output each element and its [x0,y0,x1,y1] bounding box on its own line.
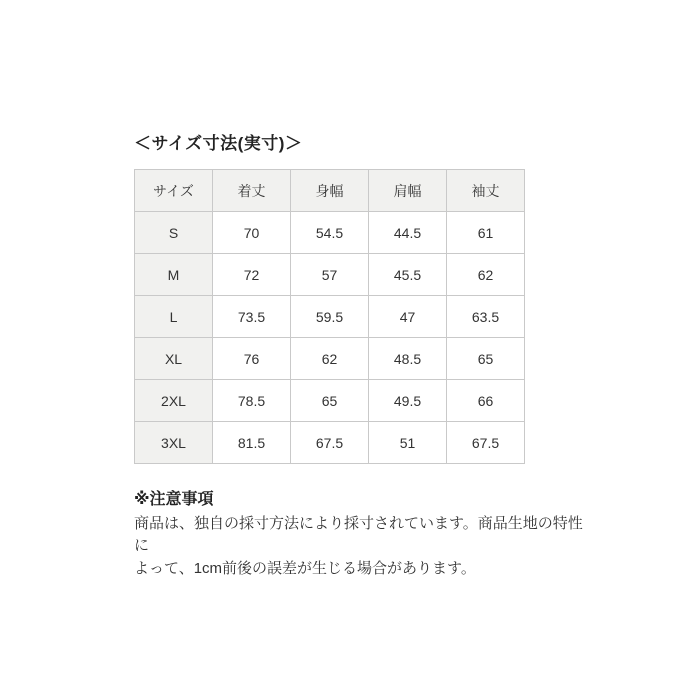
measurement-cell: 66 [447,380,525,422]
measurement-cell: 51 [369,422,447,464]
measurement-cell: 63.5 [447,296,525,338]
notes-section [134,490,584,580]
size-label-cell: S [135,212,213,254]
measurement-cell: 45.5 [369,254,447,296]
measurement-cell: 59.5 [291,296,369,338]
page-title: ＜サイズ寸法(実寸)＞ [134,134,303,153]
table-row-3xl [135,422,525,464]
size-table [134,169,525,464]
table-header-row [135,170,525,212]
measurement-cell: 72 [213,254,291,296]
size-label-cell: 3XL [135,422,213,464]
notes-body [134,513,584,581]
measurement-cell: 67.5 [291,422,369,464]
notes-line-2: よって、1cm前後の誤差が生じる場合があります。 [134,559,476,577]
measurement-cell: 81.5 [213,422,291,464]
measurement-cell: 62 [291,338,369,380]
measurement-cell: 57 [291,254,369,296]
column-header-width: 身幅 [291,170,369,212]
notes-heading: ※注意事項 [134,491,214,509]
column-header-sleeve: 袖丈 [447,170,525,212]
measurement-cell: 49.5 [369,380,447,422]
table-row-2xl [135,380,525,422]
measurement-cell: 65 [291,380,369,422]
table-row-s [135,212,525,254]
column-header-shoulder: 肩幅 [369,170,447,212]
measurement-cell: 44.5 [369,212,447,254]
measurement-cell: 76 [213,338,291,380]
measurement-cell: 47 [369,296,447,338]
column-header-length: 着丈 [213,170,291,212]
column-header-size: サイズ [135,170,213,212]
size-spec-section [134,134,584,580]
size-label-cell: XL [135,338,213,380]
notes-line-1: 商品は、独自の採寸方法により採寸されています。商品生地の特性に [134,514,583,555]
measurement-cell: 67.5 [447,422,525,464]
measurement-cell: 54.5 [291,212,369,254]
table-row-m [135,254,525,296]
measurement-cell: 73.5 [213,296,291,338]
measurement-cell: 65 [447,338,525,380]
size-label-cell: 2XL [135,380,213,422]
table-row-l [135,296,525,338]
measurement-cell: 62 [447,254,525,296]
size-label-cell: M [135,254,213,296]
measurement-cell: 48.5 [369,338,447,380]
size-label-cell: L [135,296,213,338]
measurement-cell: 70 [213,212,291,254]
measurement-cell: 61 [447,212,525,254]
table-row-xl [135,338,525,380]
measurement-cell: 78.5 [213,380,291,422]
